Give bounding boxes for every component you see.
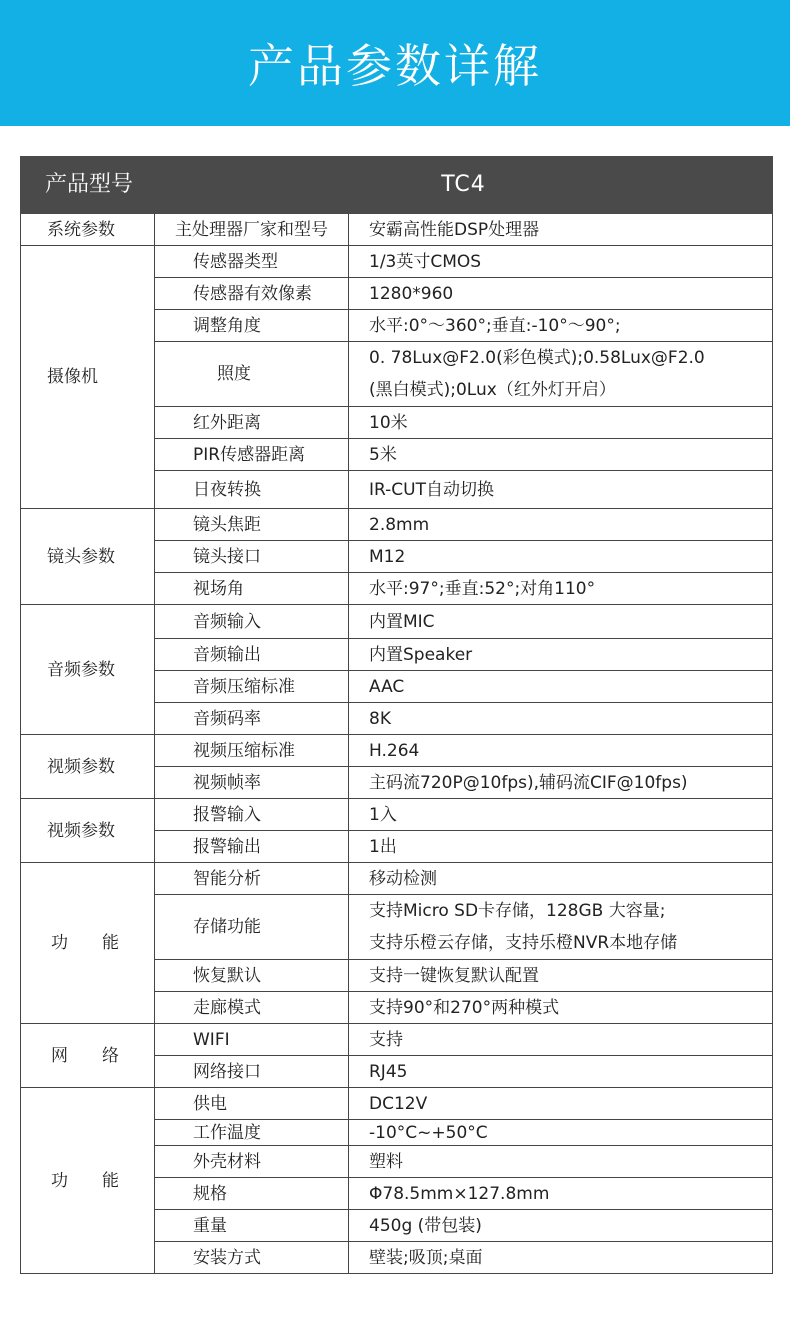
table-row xyxy=(21,605,773,639)
param-value-line: 塑料 xyxy=(369,1151,403,1172)
param-value xyxy=(349,605,773,639)
param-name: 报警输出 xyxy=(155,831,349,863)
param-value-line: 水平:0°～360°;垂直:-10°～90°; xyxy=(369,315,621,336)
param-name: PIR传感器距离 xyxy=(155,439,349,471)
table-row xyxy=(21,863,773,895)
param-value xyxy=(349,992,773,1024)
title-banner xyxy=(0,0,790,126)
param-value xyxy=(349,310,773,342)
param-value xyxy=(349,471,773,509)
model-label: 产品型号 xyxy=(21,157,155,214)
param-value xyxy=(349,439,773,471)
param-value xyxy=(349,703,773,735)
param-value-line: 2.8mm xyxy=(369,514,430,535)
group-label: 视频参数 xyxy=(21,799,155,863)
param-value-line: M12 xyxy=(369,546,406,567)
param-name: 镜头接口 xyxy=(155,541,349,573)
param-value xyxy=(349,1056,773,1088)
table-row xyxy=(21,246,773,278)
param-value-line: 支持Micro SD卡存储，128GB 大容量; xyxy=(369,901,666,921)
table-header-row xyxy=(21,157,773,214)
table-row xyxy=(21,735,773,767)
param-value xyxy=(349,407,773,439)
param-name: 安装方式 xyxy=(155,1242,349,1274)
param-value-line: 5米 xyxy=(369,444,397,465)
param-value-line: 支持乐橙云存储，支持乐橙NVR本地存储 xyxy=(369,933,678,953)
page-title: 产品参数详解 xyxy=(248,39,542,93)
param-value xyxy=(349,1088,773,1120)
param-name: 视频帧率 xyxy=(155,767,349,799)
param-name: 调整角度 xyxy=(155,310,349,342)
param-value-line: Φ78.5mm×127.8mm xyxy=(369,1183,550,1204)
param-value-line: 内置MIC xyxy=(369,611,435,632)
param-name: 重量 xyxy=(155,1210,349,1242)
param-value xyxy=(349,1242,773,1274)
param-name: 视频压缩标准 xyxy=(155,735,349,767)
param-value-line: IR-CUT自动切换 xyxy=(369,479,494,500)
param-value xyxy=(349,573,773,605)
group-label: 网络 xyxy=(21,1024,155,1088)
group-label: 功能 xyxy=(21,863,155,1024)
param-value-line: 支持 xyxy=(369,1029,403,1050)
group-label: 功能 xyxy=(21,1088,155,1274)
param-value xyxy=(349,863,773,895)
param-name: 供电 xyxy=(155,1088,349,1120)
param-value xyxy=(349,1024,773,1056)
param-value-line: 支持一键恢复默认配置 xyxy=(369,965,539,986)
group-label: 系统参数 xyxy=(21,214,155,246)
param-name: 音频输出 xyxy=(155,639,349,671)
param-value xyxy=(349,1210,773,1242)
param-name: 镜头焦距 xyxy=(155,509,349,541)
param-name: 规格 xyxy=(155,1178,349,1210)
param-name: 红外距离 xyxy=(155,407,349,439)
param-value-line: -10°C~+50°C xyxy=(369,1122,488,1143)
param-value-line: 1280*960 xyxy=(369,283,454,304)
param-name: 音频输入 xyxy=(155,605,349,639)
param-value xyxy=(349,671,773,703)
param-name: 走廊模式 xyxy=(155,992,349,1024)
param-value-line: 0. 78Lux@F2.0(彩色模式);0.58Lux@F2.0 xyxy=(369,348,705,368)
table-row xyxy=(21,1088,773,1120)
param-value-line: RJ45 xyxy=(369,1061,408,1082)
param-value xyxy=(349,895,773,960)
param-value-line: DC12V xyxy=(369,1093,428,1114)
param-value xyxy=(349,1178,773,1210)
param-value xyxy=(349,639,773,671)
param-value xyxy=(349,960,773,992)
group-label: 摄像机 xyxy=(21,246,155,509)
param-name: 音频码率 xyxy=(155,703,349,735)
table-row xyxy=(21,509,773,541)
param-value xyxy=(349,799,773,831)
param-name: 传感器有效像素 xyxy=(155,278,349,310)
param-value-line: 水平:97°;垂直:52°;对角110° xyxy=(369,578,596,599)
param-name: 恢复默认 xyxy=(155,960,349,992)
param-value xyxy=(349,1120,773,1146)
param-value xyxy=(349,509,773,541)
param-value xyxy=(349,214,773,246)
param-value-line: 1入 xyxy=(369,804,397,825)
param-value-line: 8K xyxy=(369,708,391,729)
param-value-line: 10米 xyxy=(369,412,408,433)
param-value-line: 1出 xyxy=(369,836,397,857)
param-value xyxy=(349,342,773,407)
param-name: 智能分析 xyxy=(155,863,349,895)
param-name: WIFI xyxy=(155,1024,349,1056)
param-name: 音频压缩标准 xyxy=(155,671,349,703)
param-value-line: AAC xyxy=(369,676,405,697)
param-value-line: 移动检测 xyxy=(369,868,437,889)
table-row xyxy=(21,1024,773,1056)
param-value-line: 1/3英寸CMOS xyxy=(369,251,482,272)
param-value-line: 支持90°和270°两种模式 xyxy=(369,997,560,1018)
group-label: 音频参数 xyxy=(21,605,155,735)
group-label: 视频参数 xyxy=(21,735,155,799)
param-value-line: H.264 xyxy=(369,740,420,761)
param-value xyxy=(349,1146,773,1178)
param-value xyxy=(349,767,773,799)
param-name: 报警输入 xyxy=(155,799,349,831)
param-name: 外壳材料 xyxy=(155,1146,349,1178)
spec-table xyxy=(20,156,773,1274)
group-label: 镜头参数 xyxy=(21,509,155,605)
param-value-line: 壁装;吸顶;桌面 xyxy=(369,1247,483,1268)
param-name: 主处理器厂家和型号 xyxy=(155,214,349,246)
param-value xyxy=(349,735,773,767)
param-name: 传感器类型 xyxy=(155,246,349,278)
model-value: TC4 xyxy=(155,157,773,214)
param-value-line: 内置Speaker xyxy=(369,644,473,665)
param-value-line: 450g (带包装) xyxy=(369,1215,482,1236)
param-name: 视场角 xyxy=(155,573,349,605)
param-name: 工作温度 xyxy=(155,1120,349,1146)
param-name: 日夜转换 xyxy=(155,471,349,509)
param-name: 存储功能 xyxy=(155,895,349,960)
param-name: 照度 xyxy=(155,342,349,407)
param-value xyxy=(349,831,773,863)
param-value-line: 安霸高性能DSP处理器 xyxy=(369,219,540,240)
param-value xyxy=(349,246,773,278)
param-value-line: 主码流720P@10fps),辅码流CIF@10fps) xyxy=(369,772,688,793)
table-row xyxy=(21,799,773,831)
param-value-line: (黑白模式);0Lux（红外灯开启） xyxy=(369,380,616,400)
param-value xyxy=(349,278,773,310)
param-name: 网络接口 xyxy=(155,1056,349,1088)
table-row xyxy=(21,214,773,246)
param-value xyxy=(349,541,773,573)
